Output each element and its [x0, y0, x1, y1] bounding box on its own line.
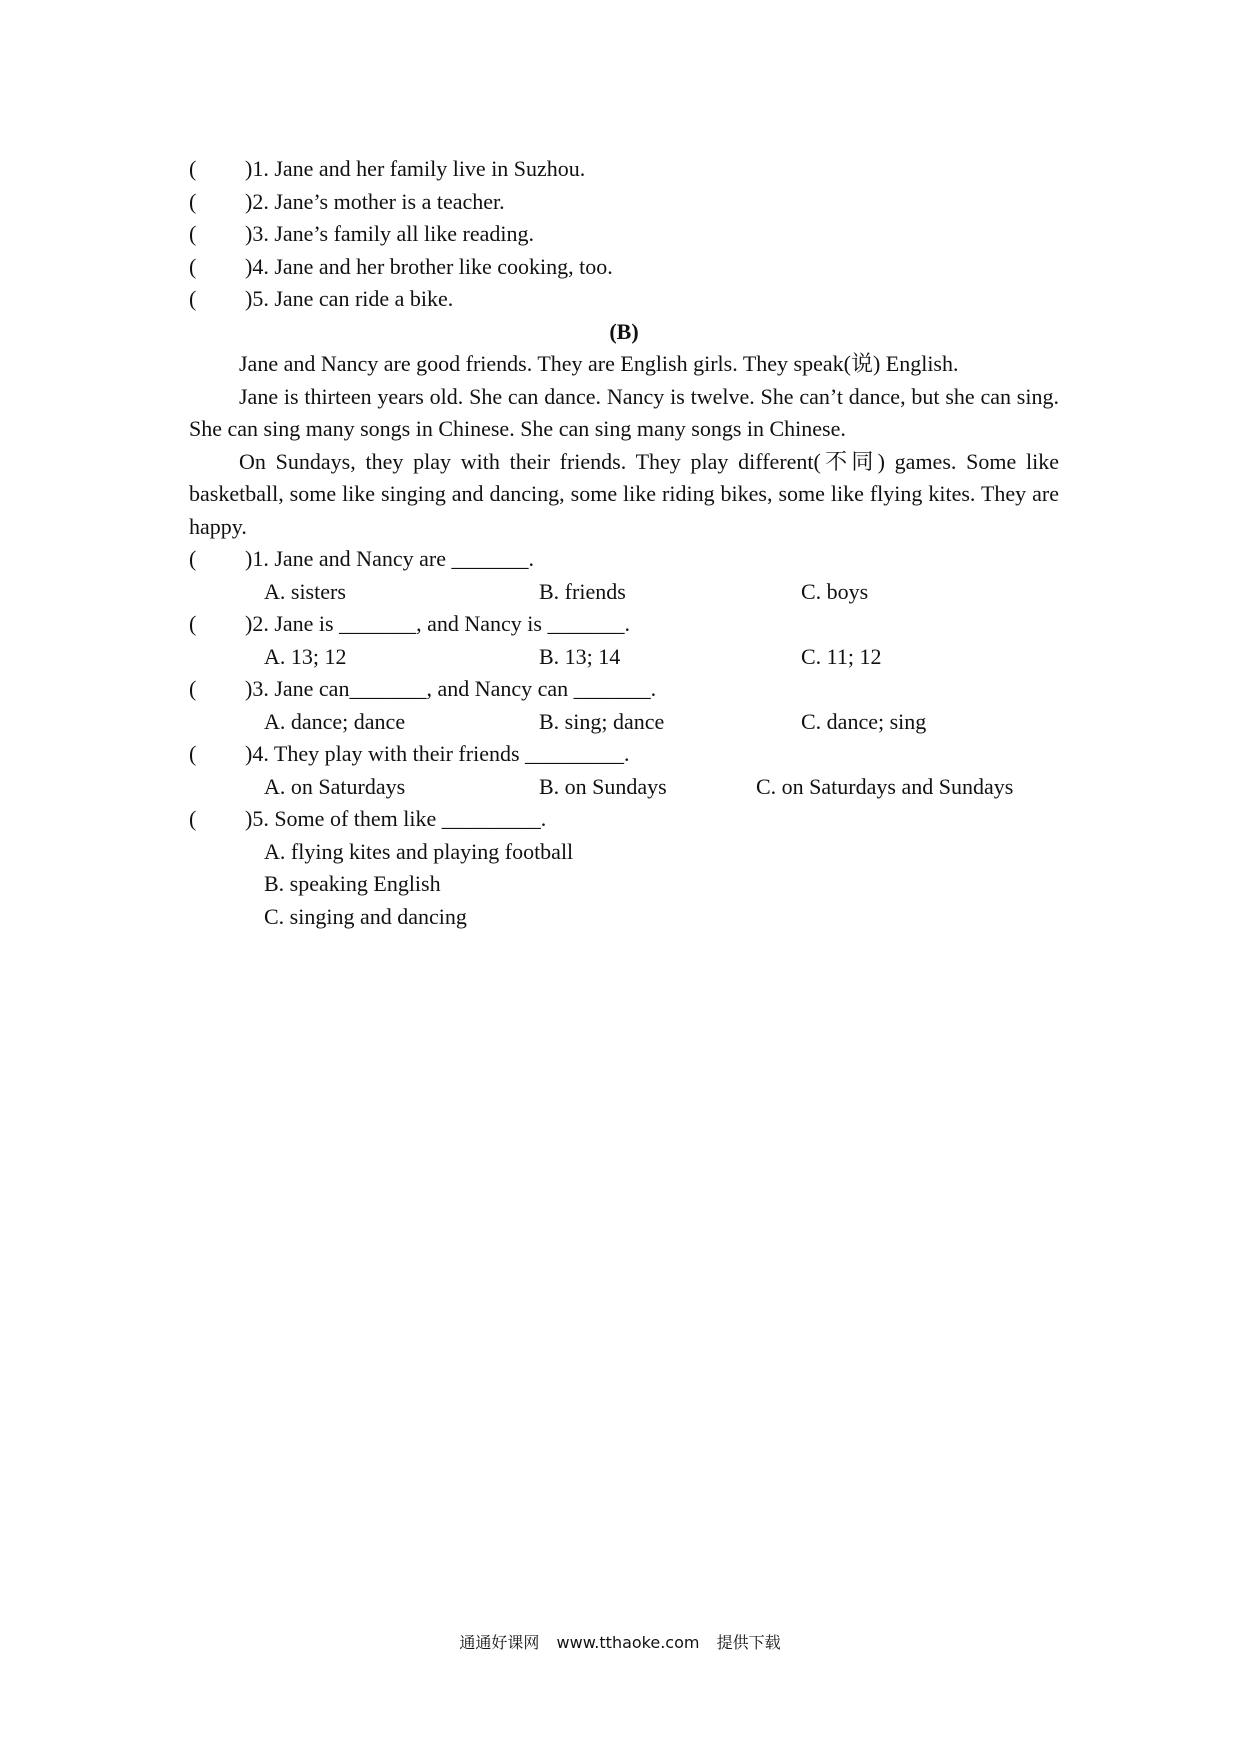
answer-blank-open: ( — [189, 611, 197, 636]
question-text: )1. Jane and Nancy are _______. — [245, 546, 534, 571]
option-c: C. dance; sing — [801, 708, 927, 734]
page-footer — [0, 1630, 1240, 1653]
answer-blank-open: ( — [189, 741, 197, 766]
option-b: B. speaking English — [264, 871, 441, 896]
options-row — [189, 641, 1059, 674]
passage-paragraph: Jane is thirteen years old. She can dance. Nancy is twelve. She can’t dance, but she can sing. She can sing many songs in Chinese. She can sing many songs in Chinese. — [189, 383, 1059, 441]
option-b: B. sing; dance — [539, 708, 665, 734]
part-a-questions — [189, 153, 1059, 316]
option-c: C. on Saturdays and Sundays — [756, 773, 1014, 799]
question-row — [189, 673, 1059, 706]
question-text: )2. Jane’s mother is a teacher. — [245, 188, 505, 214]
question-text: )5. Some of them like _________. — [245, 806, 547, 831]
question-text: )3. Jane’s family all like reading. — [245, 221, 534, 246]
reading-passage — [189, 348, 1059, 543]
footer-site-name: 通通好课网 — [459, 1633, 540, 1652]
part-b-questions — [189, 543, 1059, 933]
passage-paragraph: Jane and Nancy are good friends. They are English girls. They speak(说) English. — [239, 351, 959, 376]
option-c: C. boys — [801, 578, 869, 604]
question-row — [189, 283, 1059, 316]
question-row — [189, 186, 1059, 219]
options-row — [189, 576, 1059, 609]
question-text: )3. Jane can_______, and Nancy can _______. — [245, 676, 657, 701]
answer-blank-open: ( — [189, 676, 197, 701]
question-text: )1. Jane and her family live in Suzhou. — [245, 156, 586, 181]
question-text: )2. Jane is _______, and Nancy is _______. — [245, 611, 630, 636]
answer-blank-open: ( — [189, 156, 197, 181]
question-text: )4. They play with their friends _________. — [245, 741, 630, 766]
option-b: B. friends — [539, 578, 626, 604]
question-text: )4. Jane and her brother like cooking, too. — [245, 253, 613, 279]
section-heading-b: (B) — [609, 318, 639, 344]
option-c: C. singing and dancing — [264, 903, 467, 929]
question-row — [189, 738, 1059, 771]
question-row — [189, 218, 1059, 251]
footer-url[interactable]: www.tthaoke.com — [556, 1633, 700, 1652]
question-row — [189, 251, 1059, 284]
option-b: B. 13; 14 — [539, 643, 621, 669]
answer-blank-open: ( — [189, 253, 197, 279]
option-a: A. on Saturdays — [264, 773, 406, 799]
answer-blank-open: ( — [189, 221, 197, 246]
option-c: C. 11; 12 — [801, 643, 882, 669]
question-row — [189, 803, 1059, 836]
option-a: A. flying kites and playing football — [264, 838, 574, 864]
option-a: A. dance; dance — [264, 708, 406, 734]
question-text: )5. Jane can ride a bike. — [245, 286, 454, 311]
answer-blank-open: ( — [189, 806, 197, 831]
answer-blank-open: ( — [189, 188, 197, 214]
answer-blank-open: ( — [189, 546, 197, 571]
question-row — [189, 608, 1059, 641]
option-a: A. sisters — [264, 578, 346, 604]
footer-suffix: 提供下载 — [716, 1633, 781, 1652]
question-row — [189, 153, 1059, 186]
worksheet-content — [189, 153, 1059, 933]
option-a: A. 13; 12 — [264, 643, 347, 669]
answer-blank-open: ( — [189, 286, 197, 311]
options-row — [189, 771, 1059, 804]
passage-paragraph: On Sundays, they play with their friends. They play different(不同) games. Some like basketball, some like singing and dancing, some like riding bikes, some like flying kites. They are happy. — [189, 448, 1059, 539]
option-b: B. on Sundays — [539, 773, 667, 799]
options-row — [189, 706, 1059, 739]
question-row — [189, 543, 1059, 576]
